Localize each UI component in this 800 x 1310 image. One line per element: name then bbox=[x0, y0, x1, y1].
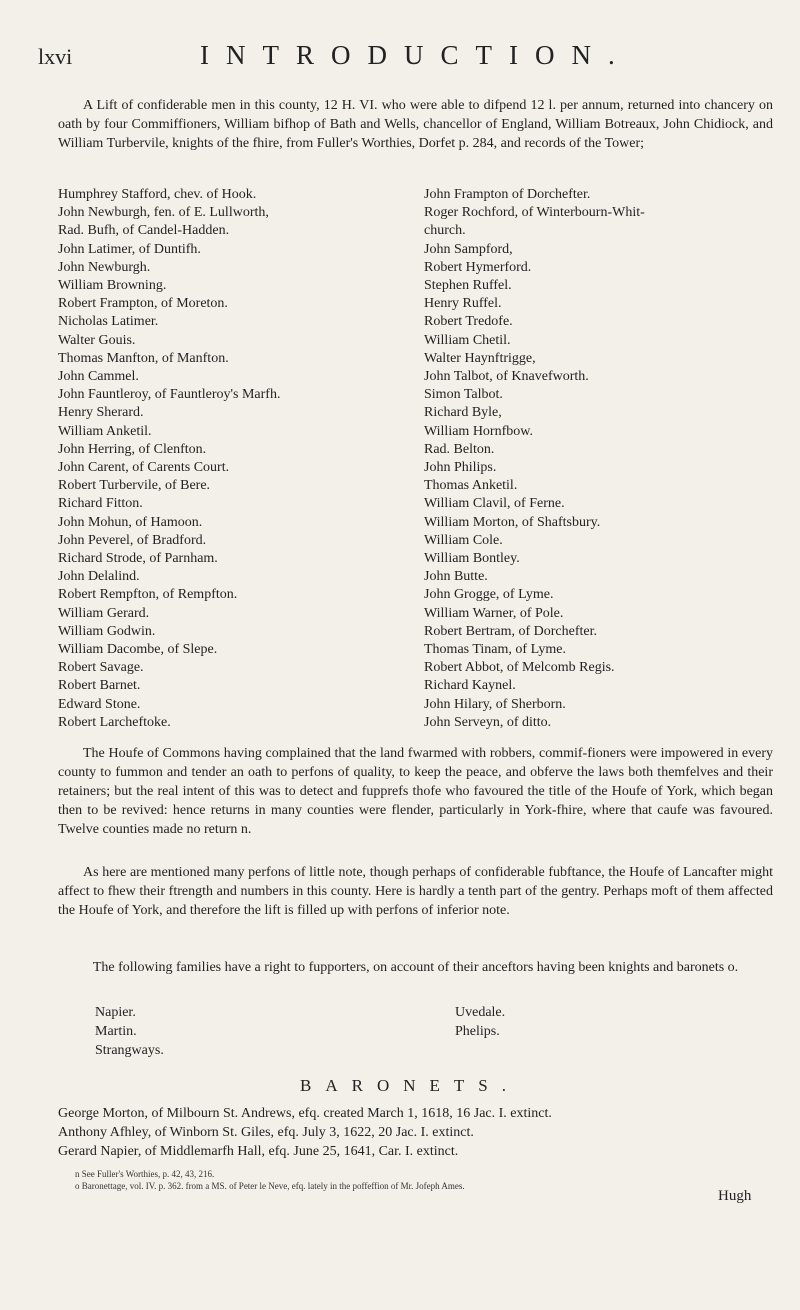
right-column-item: John Hilary, of Sherborn. bbox=[424, 696, 566, 712]
left-column-item: Robert Frampton, of Moreton. bbox=[58, 296, 228, 312]
note-paragraph: As here are mentioned many perfons of little note, though perhaps of confiderable fubftance, the Houfe of Lancafter might affect to fhew their ftrength and numbers in this county. Here is hardly a tenth part of the gentry. Perhaps moft of them affected the Houfe of York, and therefore the lift is filled up with perfons of inferior note. bbox=[58, 865, 773, 918]
left-column-item: John Carent, of Carents Court. bbox=[58, 460, 230, 476]
left-column-item: Robert Savage. bbox=[58, 660, 144, 676]
families-right-item: Phelips. bbox=[455, 1024, 500, 1039]
baronets-list bbox=[58, 1104, 788, 1161]
baronets-item: Anthony Afhley, of Winborn St. Giles, efq. July 3, 1622, 20 Jac. I. extinct. bbox=[58, 1125, 474, 1140]
right-column-item: Walter Haynftrigge, bbox=[424, 350, 536, 366]
families-left-item: Martin. bbox=[95, 1024, 137, 1039]
families-left-item: Strangways. bbox=[95, 1043, 164, 1058]
right-column-item: Robert Hymerford. bbox=[424, 259, 532, 275]
left-column-item: William Browning. bbox=[58, 278, 167, 294]
baronets-item: George Morton, of Milbourn St. Andrews, efq. created March 1, 1618, 16 Jac. I. extinct. bbox=[58, 1106, 552, 1121]
right-column-item: John Serveyn, of ditto. bbox=[424, 714, 552, 730]
right-column-item: Stephen Ruffel. bbox=[424, 278, 512, 294]
right-column-item: Henry Ruffel. bbox=[424, 296, 502, 312]
right-column-item: William Bontley. bbox=[424, 551, 520, 567]
left-column-item: William Anketil. bbox=[58, 423, 152, 439]
supporters-paragraph: The following families have a right to fupporters, on account of their anceftors having been knights and baronets o. bbox=[92, 960, 739, 975]
right-column-item: John Grogge, of Lyme. bbox=[424, 587, 554, 603]
left-column-item: Robert Barnet. bbox=[58, 678, 141, 694]
families-left-item: Napier. bbox=[95, 1005, 136, 1020]
right-column-item: Roger Rochford, of Winterbourn-Whit- bbox=[424, 205, 645, 221]
left-column-item: Walter Gouis. bbox=[58, 332, 136, 348]
footnotes-item: n See Fuller's Worthies, p. 42, 43, 216. bbox=[75, 1169, 215, 1179]
intro-paragraph: A Lift of confiderable men in this county, 12 H. VI. who were able to difpend 12 l. per annum, returned into chancery on oath by four Commiffioners, William bifhop of Bath and Wells, chancellor of England, William Botreaux, John Chidiock, and William Turbervile, knights of the fhire, from Fuller's Worthies, Dorfet p. 284, and records of the Tower; bbox=[58, 98, 773, 151]
right-column-item: Thomas Anketil. bbox=[424, 478, 518, 494]
right-column-item: John Philips. bbox=[424, 460, 497, 476]
right-column-item: church. bbox=[424, 223, 466, 239]
left-column-item: Rad. Bufh, of Candel-Hadden. bbox=[58, 223, 230, 239]
left-column-item: Robert Turbervile, of Bere. bbox=[58, 478, 211, 494]
page-number: lxvi bbox=[38, 44, 73, 69]
left-column-item: Nicholas Latimer. bbox=[58, 314, 159, 330]
right-name-column bbox=[424, 186, 784, 732]
left-column-item: Richard Fitton. bbox=[58, 496, 143, 512]
right-column-item: John Frampton of Dorchefter. bbox=[424, 187, 591, 202]
left-column-item: John Delalind. bbox=[58, 569, 140, 585]
left-column-item: William Godwin. bbox=[58, 623, 156, 639]
right-column-item: Richard Kaynel. bbox=[424, 678, 516, 694]
footnotes-item: o Baronettage, vol. IV. p. 362. from a MS. of Peter le Neve, efq. lately in the poffeffion of Mr. Jofeph Ames. bbox=[75, 1181, 465, 1191]
left-column-item: Humphrey Stafford, chev. of Hook. bbox=[58, 187, 257, 202]
right-column-item: Thomas Tinam, of Lyme. bbox=[424, 642, 566, 658]
right-column-item: John Butte. bbox=[424, 569, 488, 585]
left-name-column bbox=[58, 186, 403, 732]
footnotes bbox=[75, 1168, 465, 1192]
right-column-item: William Clavil, of Ferne. bbox=[424, 496, 565, 512]
left-column-item: William Gerard. bbox=[58, 605, 150, 621]
catchword: Hugh bbox=[718, 1188, 752, 1204]
section-title: BARONETS. bbox=[300, 1076, 520, 1095]
right-column-item: John Sampford, bbox=[424, 241, 513, 257]
right-column-item: Robert Tredofe. bbox=[424, 314, 513, 330]
left-column-item: John Peverel, of Bradford. bbox=[58, 532, 207, 548]
left-column-item: John Newburgh. bbox=[58, 259, 151, 275]
left-column-item: Thomas Manfton, of Manfton. bbox=[58, 350, 229, 366]
right-column-item: Robert Abbot, of Melcomb Regis. bbox=[424, 660, 615, 676]
right-column-item: William Warner, of Pole. bbox=[424, 605, 564, 621]
right-column-item: Rad. Belton. bbox=[424, 441, 495, 457]
left-column-item: John Latimer, of Duntifh. bbox=[58, 241, 201, 257]
left-column-item: Robert Rempfton, of Rempfton. bbox=[58, 587, 238, 603]
left-column-item: William Dacombe, of Slepe. bbox=[58, 642, 218, 658]
baronets-item: Gerard Napier, of Middlemarfh Hall, efq. June 25, 1641, Car. I. extinct. bbox=[58, 1144, 459, 1159]
right-column-item: Richard Byle, bbox=[424, 405, 502, 421]
families-left-list bbox=[95, 1003, 164, 1060]
left-column-item: John Newburgh, fen. of E. Lullworth, bbox=[58, 205, 269, 221]
right-column-item: William Hornfbow. bbox=[424, 423, 533, 439]
commons-paragraph: The Houfe of Commons having complained that the land fwarmed with robbers, commif-fioners were impowered in every county to fummon and tender an oath to perfons of quality, to keep the peace, and obferve the laws both themfelves and their retainers; but the real intent of this was to detect and fupprefs thofe who favoured the title of the Houfe of York, which began then to be revived: hence returns in many counties were flender, particularly in York-fhire, where that caufe was favoured. Twelve counties made no return n. bbox=[58, 746, 773, 837]
families-right-list bbox=[455, 1003, 505, 1041]
left-column-item: Robert Larcheftoke. bbox=[58, 714, 171, 730]
right-column-item: William Cole. bbox=[424, 532, 503, 548]
running-title: INTRODUCTION. bbox=[200, 40, 632, 70]
left-column-item: John Cammel. bbox=[58, 369, 139, 385]
left-column-item: John Fauntleroy, of Fauntleroy's Marfh. bbox=[58, 387, 281, 403]
left-column-item: John Herring, of Clenfton. bbox=[58, 441, 207, 457]
left-column-item: John Mohun, of Hamoon. bbox=[58, 514, 203, 530]
right-column-item: Robert Bertram, of Dorchefter. bbox=[424, 623, 597, 639]
right-column-item: William Morton, of Shaftsbury. bbox=[424, 514, 601, 530]
right-column-item: Simon Talbot. bbox=[424, 387, 503, 403]
left-column-item: Richard Strode, of Parnham. bbox=[58, 551, 218, 567]
right-column-item: John Talbot, of Knavefworth. bbox=[424, 369, 589, 385]
right-column-item: William Chetil. bbox=[424, 332, 511, 348]
left-column-item: Edward Stone. bbox=[58, 696, 141, 712]
left-column-item: Henry Sherard. bbox=[58, 405, 144, 421]
families-right-item: Uvedale. bbox=[455, 1005, 506, 1020]
